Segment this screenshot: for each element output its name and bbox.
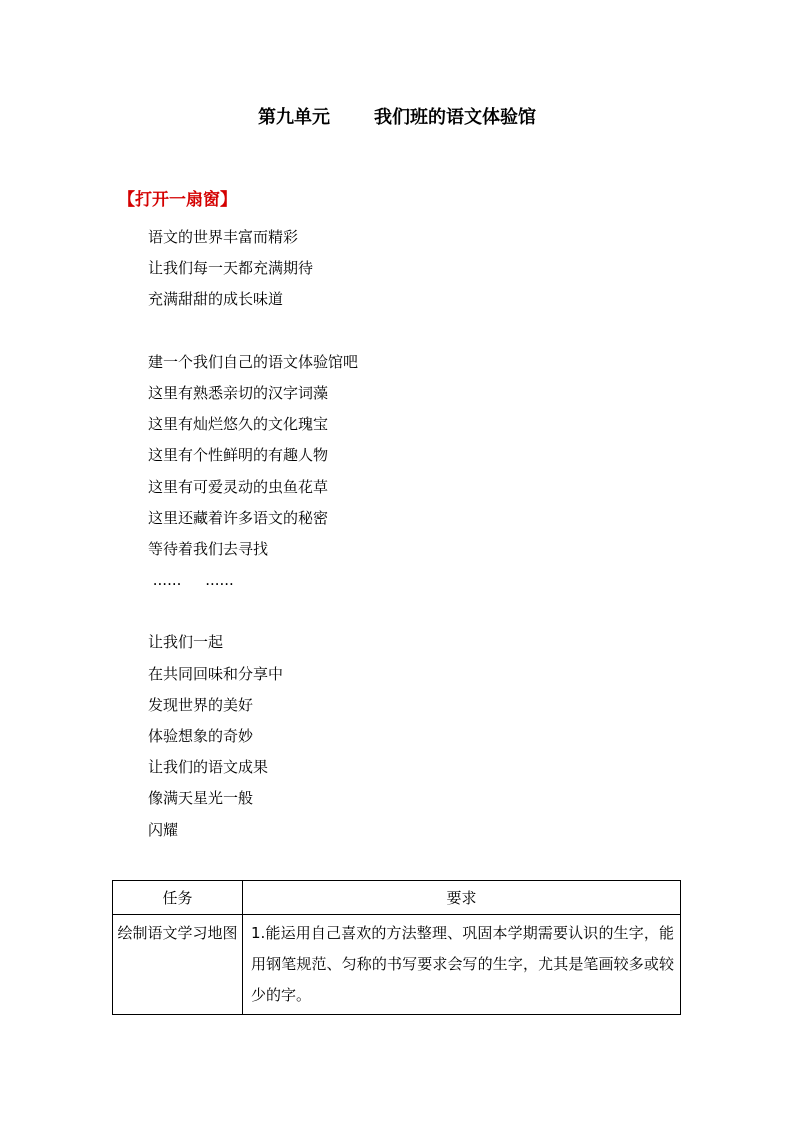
- poem-line: 发现世界的美好: [148, 695, 254, 714]
- table-row: [113, 915, 681, 1015]
- poem: [148, 222, 358, 846]
- poem-line: 充满甜甜的成长味道: [148, 290, 284, 309]
- poem-line: 在共同回味和分享中: [148, 664, 284, 683]
- task-cell: 绘制语文学习地图: [113, 915, 243, 1015]
- poem-ellipsis-line: ...... ......: [148, 571, 234, 590]
- poem-line: 这里有个性鲜明的有趣人物: [148, 446, 329, 465]
- section-heading: 【打开一扇窗】: [118, 190, 237, 210]
- requirement-cell: 1.能运用自己喜欢的方法整理、巩固本学期需要认识的生字，能用钢笔规范、匀称的书写要求会写的生字，尤其是笔画较多或较少的字。: [243, 915, 681, 1015]
- poem-line: 这里还藏着许多语文的秘密: [148, 508, 329, 527]
- table-header-row: [113, 881, 681, 915]
- poem-line: 让我们每一天都充满期待: [148, 259, 314, 278]
- poem-blank-line: [148, 596, 358, 627]
- poem-line: 闪耀: [148, 820, 179, 839]
- unit-label: 第九单元: [258, 107, 330, 128]
- poem-line: 语文的世界丰富而精彩: [148, 228, 299, 246]
- header-requirement: 要求: [243, 881, 681, 915]
- page-title: [0, 104, 794, 132]
- header-task: 任务: [113, 881, 243, 915]
- poem-line: 像满天星光一般: [148, 789, 254, 808]
- task-table: [112, 880, 681, 1015]
- poem-line: 等待着我们去寻找: [148, 539, 269, 558]
- unit-name: 我们班的语文体验馆: [374, 107, 536, 128]
- poem-line: 让我们一起: [148, 633, 224, 652]
- poem-line: 这里有灿烂悠久的文化瑰宝: [148, 415, 329, 434]
- poem-line: 让我们的语文成果: [148, 758, 269, 777]
- poem-line: 这里有可爱灵动的虫鱼花草: [148, 477, 329, 496]
- poem-blank-line: [148, 316, 358, 347]
- poem-line: 建一个我们自己的语文体验馆吧: [148, 352, 359, 371]
- poem-line: 这里有熟悉亲切的汉字词藻: [148, 383, 329, 402]
- poem-line: 体验想象的奇妙: [148, 727, 254, 745]
